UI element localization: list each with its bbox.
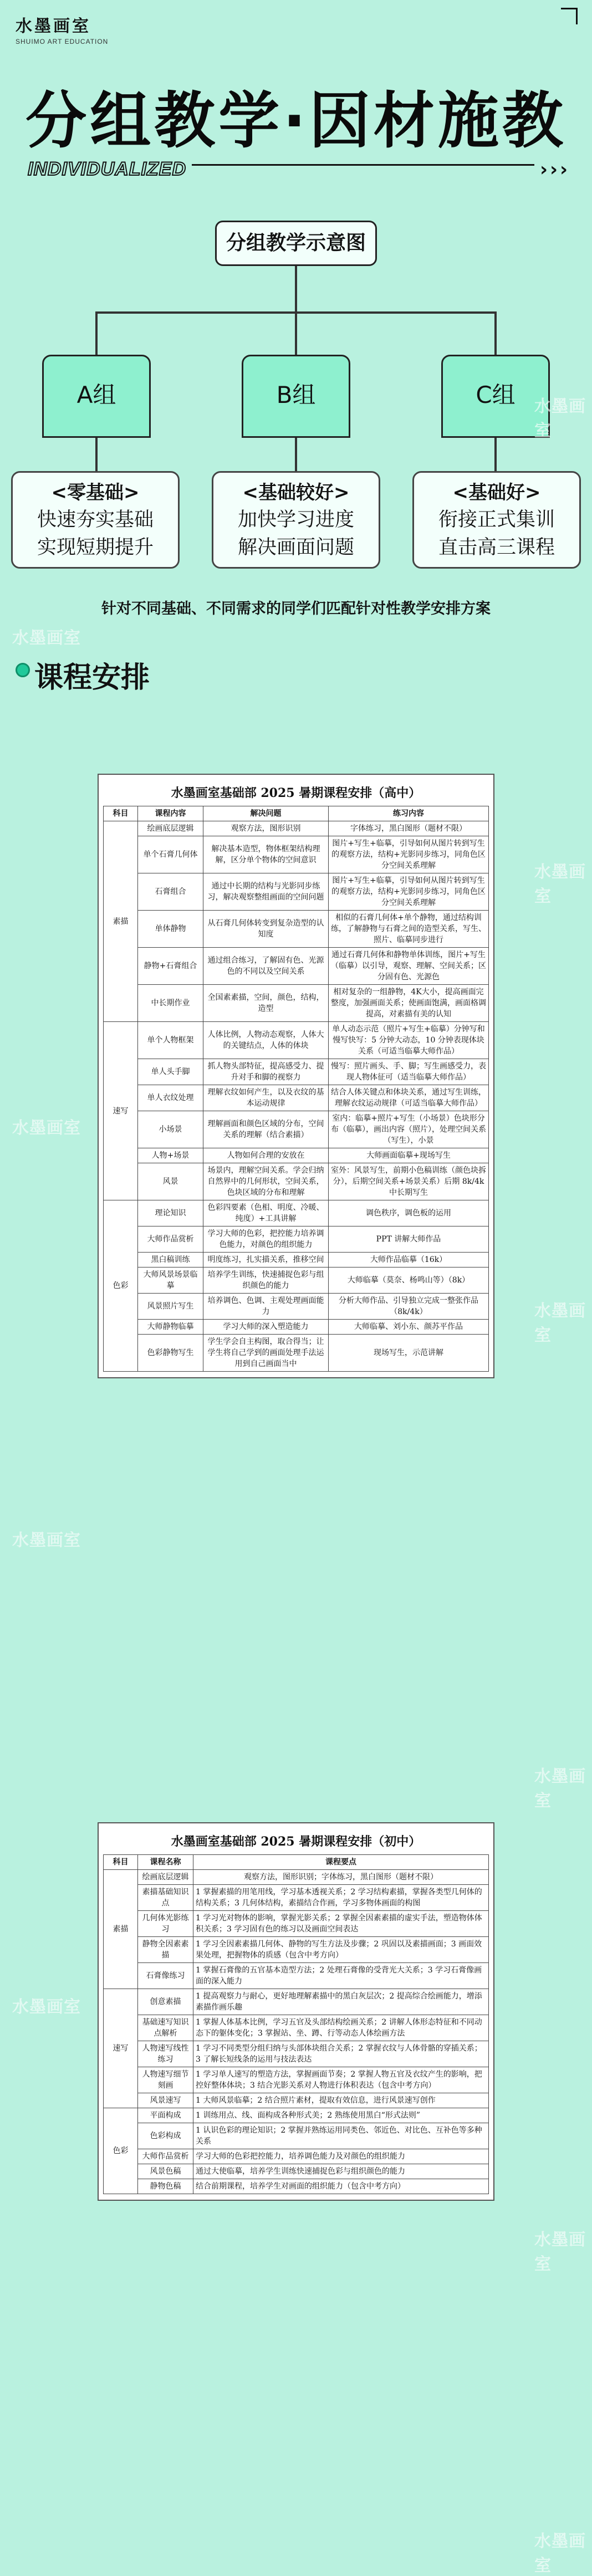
connector-line [295,266,297,313]
watermark: 水墨画室 [12,628,81,648]
group-b-tab: B组 [242,355,350,438]
col-subject: 科目 [104,1855,138,1870]
junior-schedule-title: 水墨画室基础部 2025 暑期课程安排（初中） [171,1834,421,1849]
group-b-level: <基础较好> [242,482,350,504]
course-cell: 创意素描 [138,1989,193,2015]
group-a-box [11,471,180,569]
course-cell: 理论知识 [138,1200,203,1226]
table-row [104,2015,489,2041]
watermark: 水墨画室 [534,2230,586,2274]
col-problem: 解决问题 [203,806,329,821]
group-a-goal-2: 实现短期提升 [37,536,154,559]
course-cell: 风景照片写生 [138,1294,203,1320]
table-row [104,2041,489,2067]
practice-cell: 室外：风景写生，前期小色稿训练（颜色块拆分），后期空间关系+场景关系）后期 8k/4k 中长期写生 [329,1163,489,1200]
problem-cell: 人物如何合理的安放在 [203,1148,329,1163]
course-cell: 风景色稿 [138,2164,193,2179]
corner-decoration [561,8,578,24]
connector-line [494,311,497,356]
table-row [104,1937,489,1963]
group-a-goal-1: 快速夯实基础 [37,509,154,531]
course-cell: 静物全因素素描 [138,1937,193,1963]
table-row [104,1911,489,1937]
course-cell: 风景 [138,1163,203,1200]
problem-cell: 理解画面和颜色区域的分布，空间关系的理解（结合素描） [203,1111,329,1148]
section-title: 课程安排 [34,661,150,694]
group-b-goal-1: 加快学习进度 [237,509,354,531]
diagram-title: 分组教学示意图 [215,221,377,266]
practice-cell: 现场写生，示范讲解 [329,1335,489,1372]
problem-cell: 观察方法，图形识别 [203,821,329,836]
table-row [104,1335,489,1372]
table-row [104,1253,489,1267]
table-row [104,873,489,911]
practice-cell: 字体练习，黑白图形（题材不限） [329,821,489,836]
group-a-tab: A组 [42,355,151,438]
problem-cell: 人体比例，人物动态观察，人体大的关键结点，人体的体块 [203,1022,329,1059]
table-row [104,1111,489,1148]
table-row [104,1885,489,1911]
practice-cell: 调色秩序，调色板的运用 [329,1200,489,1226]
table-row [104,1963,489,1989]
problem-cell: 通过中长期的结构与光影同步练习，解决观察整组画面的空间问题 [203,873,329,911]
course-cell: 单个石膏几何体 [138,836,203,873]
practice-cell: 大师作品临摹（16k） [329,1253,489,1267]
points-cell: 1 学习光对物体的影响，掌握光影关系；2 掌握全因素素描的虚实手法，塑造物体体积关系；3 学习固有色的练习以及画面空间表达 [193,1911,489,1937]
course-cell: 静物色稿 [138,2179,193,2194]
problem-cell: 学习大师的深入塑造能力 [203,1320,329,1335]
subject-cell: 素描 [104,1870,138,1989]
course-cell: 几何体光影练习 [138,1911,193,1937]
problem-cell: 全国素素描，空间，颜色，结构，造型 [203,985,329,1022]
course-cell: 大师作品赏析 [138,2149,193,2164]
points-cell: 1 学习全因素素描几何体、静物的写生方法及步骤；2 巩固以及素描画面；3 画面效果处理，把握物体的质感（包含中考方向） [193,1937,489,1963]
course-cell: 基础速写知识点解析 [138,2015,193,2041]
practice-cell: 大师临摹（莫奈、杨鸣山等）（8k） [329,1267,489,1294]
table-header-row [104,806,489,821]
table-row [104,1059,489,1085]
brand-logo [16,12,108,45]
problem-cell: 色彩四要素（色相、明度、冷暖、纯度）+工具讲解 [203,1200,329,1226]
points-cell: 通过大使临摹，培养学生训练快速捕捉色彩与组织颜色的能力 [193,2164,489,2179]
table-row [104,1148,489,1163]
practice-cell: 大师临摹、刘小东、颜苏平作品 [329,1320,489,1335]
problem-cell: 明度练习，扎实描关系，推移空间 [203,1253,329,1267]
course-cell: 人物+场景 [138,1148,203,1163]
col-course: 课程名称 [138,1855,193,1870]
course-cell: 单个人物框架 [138,1022,203,1059]
table-row [104,2164,489,2179]
problem-cell: 培养学生训练，快速捕捉色彩与组织颜色的能力 [203,1267,329,1294]
watermark: 水墨画室 [534,1301,586,1345]
junior-schedule-card [98,1822,494,2201]
points-cell: 1 掌握石膏像的五官基本造型方法；2 处理石膏像的受背光大关系；3 学习石膏像画面的深入能力 [193,1963,489,1989]
col-practice: 练习内容 [329,806,489,821]
table-row [104,1870,489,1885]
table-row [104,2123,489,2149]
table-row [104,1085,489,1111]
course-cell: 单体静物 [138,911,203,948]
practice-cell: 结合人体关键点和体块关系，通过写生训练，理解衣纹运动规律（可适当临摹大师作品） [329,1085,489,1111]
watermark: 水墨画室 [534,862,586,906]
practice-cell: 通过石膏几何体和静物单体训练，图片+写生（临摹）以引导，观察、理解、空间关系；区分固有色、光源色 [329,948,489,985]
arrows-icon: ››› [534,159,570,181]
points-cell: 1 掌握人体基本比例，学习五官及头部结构绘画关系；2 讲解人体形态特征和不同动态下的躯体变化；3 掌握站、坐、蹲、行等动态人体绘画方法 [193,2015,489,2041]
course-cell: 小场景 [138,1111,203,1148]
course-cell: 风景速写 [138,2093,193,2108]
problem-cell: 通过组合练习，了解固有色、光源色的不同以及空间关系 [203,948,329,985]
table-row [104,1294,489,1320]
table-row [104,1226,489,1253]
course-cell: 人物速写细节刻画 [138,2067,193,2093]
watermark: 水墨画室 [12,1531,81,1550]
group-c-level: <基础好> [452,482,541,504]
col-course: 课程内容 [138,806,203,821]
table-header-row [104,1855,489,1870]
course-cell: 色彩静物写生 [138,1335,203,1372]
connector-line [494,438,497,471]
subject-cell: 速写 [104,1989,138,2108]
senior-schedule-table [103,806,489,1372]
col-points: 课程要点 [193,1855,489,1870]
course-cell: 色彩构成 [138,2123,193,2149]
practice-cell: 相似的石膏几何体+单个静物，通过结构训练，了解静物与石膏之间的造型关系，写生、照片、临摹同步进行 [329,911,489,948]
course-cell: 绘画底层逻辑 [138,1870,193,1885]
problem-cell: 抓人物头部特征，提高感受力、提升对手和脚的视察力 [203,1059,329,1085]
group-c-box [412,471,581,569]
course-cell: 石膏组合 [138,873,203,911]
course-cell: 人物速写线性练习 [138,2041,193,2067]
col-subject: 科目 [104,806,138,821]
points-cell: 1 掌握素描的用笔用线，学习基本透视关系；2 学习结构素描，掌握各类型几何体的结构关系；3 几何体结构，素描结合作画，学习多物体画面的构图 [193,1885,489,1911]
problem-cell: 理解衣纹如何产生，以及衣纹的基本运动规律 [203,1085,329,1111]
table-row [104,1989,489,2015]
practice-cell: 分析大师作品、引导独立完成一整张作品（8k/4k） [329,1294,489,1320]
table-row [104,2179,489,2194]
connector-line [295,438,297,471]
table-row [104,1320,489,1335]
diagram-caption: 针对不同基础、不同需求的同学们匹配针对性教学安排方案 [101,600,491,617]
table-row [104,1163,489,1200]
practice-cell: 室内：临摹+照片+写生（小场景）色块形分布（临摹），画出内容（照片），处理空间关系（写生），小景 [329,1111,489,1148]
practice-cell: 相对复杂的一组静物，4K大小，提高画面完整度，加强画面关系；使画面饱满，画面格调提高，对素描有美的认知 [329,985,489,1022]
problem-cell: 学习大师的色彩，把控能力培养调色能力，对颜色的组织能力 [203,1226,329,1253]
practice-cell: 慢写：照片画头、手、脚；写生画感受力，表现人物体征可（适当临摹大师作品） [329,1059,489,1085]
table-row [104,1022,489,1059]
hero-title: 分组教学·因材施教 [25,85,567,156]
group-c-tab: C组 [441,355,550,438]
table-row [104,1200,489,1226]
points-cell: 学习大师的色彩把控能力，培养调色能力及对颜色的组织能力 [193,2149,489,2164]
practice-cell: 单人动态示范（照片+写生+临摹）分钟写和慢写快写：5 分钟大动态，10 分钟表现体块关系（可适当临摹大师作品） [329,1022,489,1059]
subject-cell: 色彩 [104,2108,138,2194]
problem-cell: 从石膏几何体转变到复杂造型的认知度 [203,911,329,948]
hero-subtitle-en: INDIVIDUALIZED [22,159,192,180]
table-row [104,911,489,948]
table-row [104,948,489,985]
watermark: 水墨画室 [12,1997,81,2017]
table-row [104,2067,489,2093]
practice-cell: PPT 讲解大师作品 [329,1226,489,1253]
subject-cell: 素描 [104,821,138,1022]
group-b-goal-2: 解决画面问题 [237,536,354,559]
problem-cell: 解决基本造型，物体框架结构理解，区分单个物体的空间意识 [203,836,329,873]
points-cell: 1 训练用点、线、面构成各种形式美；2 熟练使用黑白“形式法则” [193,2108,489,2123]
senior-schedule-title: 水墨画室基础部 2025 暑期课程安排（高中） [171,786,421,800]
course-cell: 素描基础知识点 [138,1885,193,1911]
problem-cell: 场景内，理解空间关系。学会归纳自然界中的几何形状，空间关系，色块区域的分布和理解 [203,1163,329,1200]
course-cell: 黑白稿训练 [138,1253,203,1267]
subject-cell: 速写 [104,1022,138,1200]
brand-name-en: SHUIMO ART EDUCATION [16,38,109,45]
practice-cell: 图片+写生+临摹，引导如何从图片转到写生的观察方法，结构+光影同步练习，同角色区分空间关系理解 [329,873,489,911]
connector-line [95,438,98,471]
senior-schedule-card [98,774,494,1378]
watermark: 水墨画室 [534,397,586,441]
problem-cell: 培养调色、色调、主观处理画面能力 [203,1294,329,1320]
course-cell: 静物+石膏组合 [138,948,203,985]
brand-name: 水墨画室 [16,17,91,36]
course-cell: 大师风景场景临摹 [138,1267,203,1294]
points-cell: 结合前期课程，培养学生对画面的组织能力（包含中考方向） [193,2179,489,2194]
table-row [104,2108,489,2123]
problem-cell: 学生学会自主构图，取合得当；让学生将自己学到的画面处理手法运用到自己画面当中 [203,1335,329,1372]
table-row [104,2093,489,2108]
points-cell: 1 认识色彩的理论知识；2 掌握并熟练运用同类色、邻近色、对比色、互补色等多种关系 [193,2123,489,2149]
table-row [104,821,489,836]
table-row [104,836,489,873]
course-cell: 大师作品赏析 [138,1226,203,1253]
group-c-goal-1: 衔接正式集训 [438,509,555,531]
group-a-level: <零基础> [51,482,140,504]
group-c-goal-2: 直击高三课程 [438,536,555,559]
course-cell: 大师静物临摹 [138,1320,203,1335]
points-cell: 观察方法，图形识别；字体练习，黑白图形（题材不限） [193,1870,489,1885]
watermark: 水墨画室 [12,1118,81,1138]
course-cell: 平面构成 [138,2108,193,2123]
bullet-icon [16,663,30,677]
course-cell: 单人衣纹处理 [138,1085,203,1111]
course-cell: 中长期作业 [138,985,203,1022]
points-cell: 1 学习单人速写的塑造方法，掌握画面节奏；2 掌握人物五官及衣纹产生的影响，把控好整体体块；3 结合光影关系对人物进行体积表达（包含中考方向） [193,2067,489,2093]
watermark: 水墨画室 [534,2532,586,2575]
course-cell: 绘画底层逻辑 [138,821,203,836]
connector-line [95,311,98,356]
course-cell: 石膏像练习 [138,1963,193,1989]
table-row [104,985,489,1022]
points-cell: 1 提高观察力与耐心，更好地理解素描中的黑白灰层次；2 提高综合绘画能力，增添素描作画乐趣 [193,1989,489,2015]
group-b-box [212,471,380,569]
points-cell: 1 大师风景临摹；2 结合照片素材，提取有效信息，进行风景速写创作 [193,2093,489,2108]
watermark: 水墨画室 [534,1767,586,1811]
practice-cell: 大师画面临摹+现场写生 [329,1148,489,1163]
table-row [104,2149,489,2164]
points-cell: 1 学习不同类型分组归纳与头部体块组合关系；2 掌握衣纹与人体骨骼的穿插关系；3 了解长短线条的运用与技法表达 [193,2041,489,2067]
junior-schedule-table [103,1854,489,2194]
practice-cell: 图片+写生+临摹，引导如何从图片转到写生的观察方法，结构+光影同步练习，同角色区分空间关系理解 [329,836,489,873]
subject-cell: 色彩 [104,1200,138,1372]
table-row [104,1267,489,1294]
connector-line [295,311,297,356]
course-cell: 单人头手脚 [138,1059,203,1085]
